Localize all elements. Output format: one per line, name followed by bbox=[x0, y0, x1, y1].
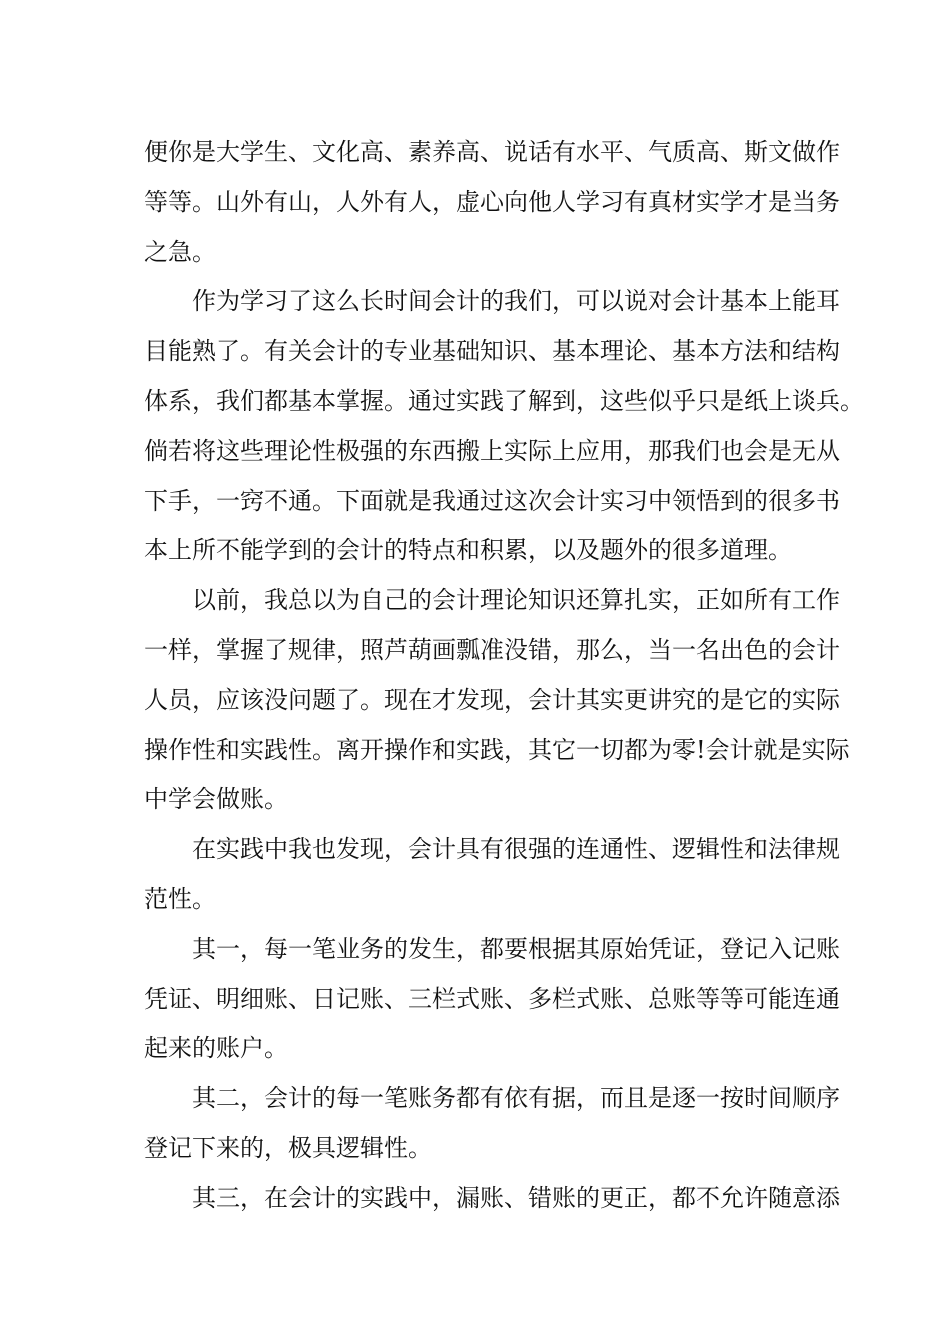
paragraph-first-line: 在实践中我也发现，会计具有很强的连通性、逻辑性和法律规 bbox=[192, 835, 840, 864]
text-line: 下手，一窍不通。下面就是我通过这次会计实习中领悟到的很多书 bbox=[144, 486, 840, 515]
text-line: 体系，我们都基本掌握。通过实践了解到，这些似乎只是纸上谈兵。 bbox=[144, 386, 864, 415]
paragraph-first-line: 其三，在会计的实践中，漏账、错账的更正，都不允许随意添 bbox=[192, 1183, 840, 1212]
text-line: 目能熟了。有关会计的专业基础知识、基本理论、基本方法和结构 bbox=[144, 337, 840, 366]
paragraph-first-line: 以前，我总以为自己的会计理论知识还算扎实，正如所有工作 bbox=[192, 586, 840, 615]
text-line: 登记下来的，极具逻辑性。 bbox=[144, 1133, 432, 1162]
text-line: 范性。 bbox=[144, 884, 216, 913]
text-line: 便你是大学生、文化高、素养高、说话有水平、气质高、斯文做作 bbox=[144, 138, 840, 166]
text-line: 之急。 bbox=[144, 237, 216, 266]
text-line: 倘若将这些理论性极强的东西搬上实际上应用，那我们也会是无从 bbox=[144, 436, 840, 465]
paragraph-first-line: 其二，会计的每一笔账务都有依有据，而且是逐一按时间顺序 bbox=[192, 1084, 840, 1113]
text-line: 中学会做账。 bbox=[144, 785, 288, 814]
text-line: 人员，应该没问题了。现在才发现，会计其实更讲究的是它的实际 bbox=[144, 685, 840, 714]
text-line: 等等。山外有山，人外有人，虚心向他人学习有真材实学才是当务 bbox=[144, 187, 840, 216]
text-line: 本上所不能学到的会计的特点和积累，以及题外的很多道理。 bbox=[144, 536, 792, 565]
text-line: 起来的账户。 bbox=[144, 1034, 288, 1063]
body-text bbox=[144, 128, 864, 1224]
paragraph-first-line: 作为学习了这么长时间会计的我们，可以说对会计基本上能耳 bbox=[192, 287, 840, 316]
text-line: 凭证、明细账、日记账、三栏式账、多栏式账、总账等等可能连通 bbox=[144, 984, 840, 1013]
text-line: 操作性和实践性。离开操作和实践，其它一切都为零!会计就是实际 bbox=[144, 735, 850, 764]
text-line: 一样，掌握了规律，照芦葫画瓢准没错，那么，当一名出色的会计 bbox=[144, 635, 840, 664]
paragraph-first-line: 其一，每一笔业务的发生，都要根据其原始凭证，登记入记账 bbox=[192, 934, 840, 963]
